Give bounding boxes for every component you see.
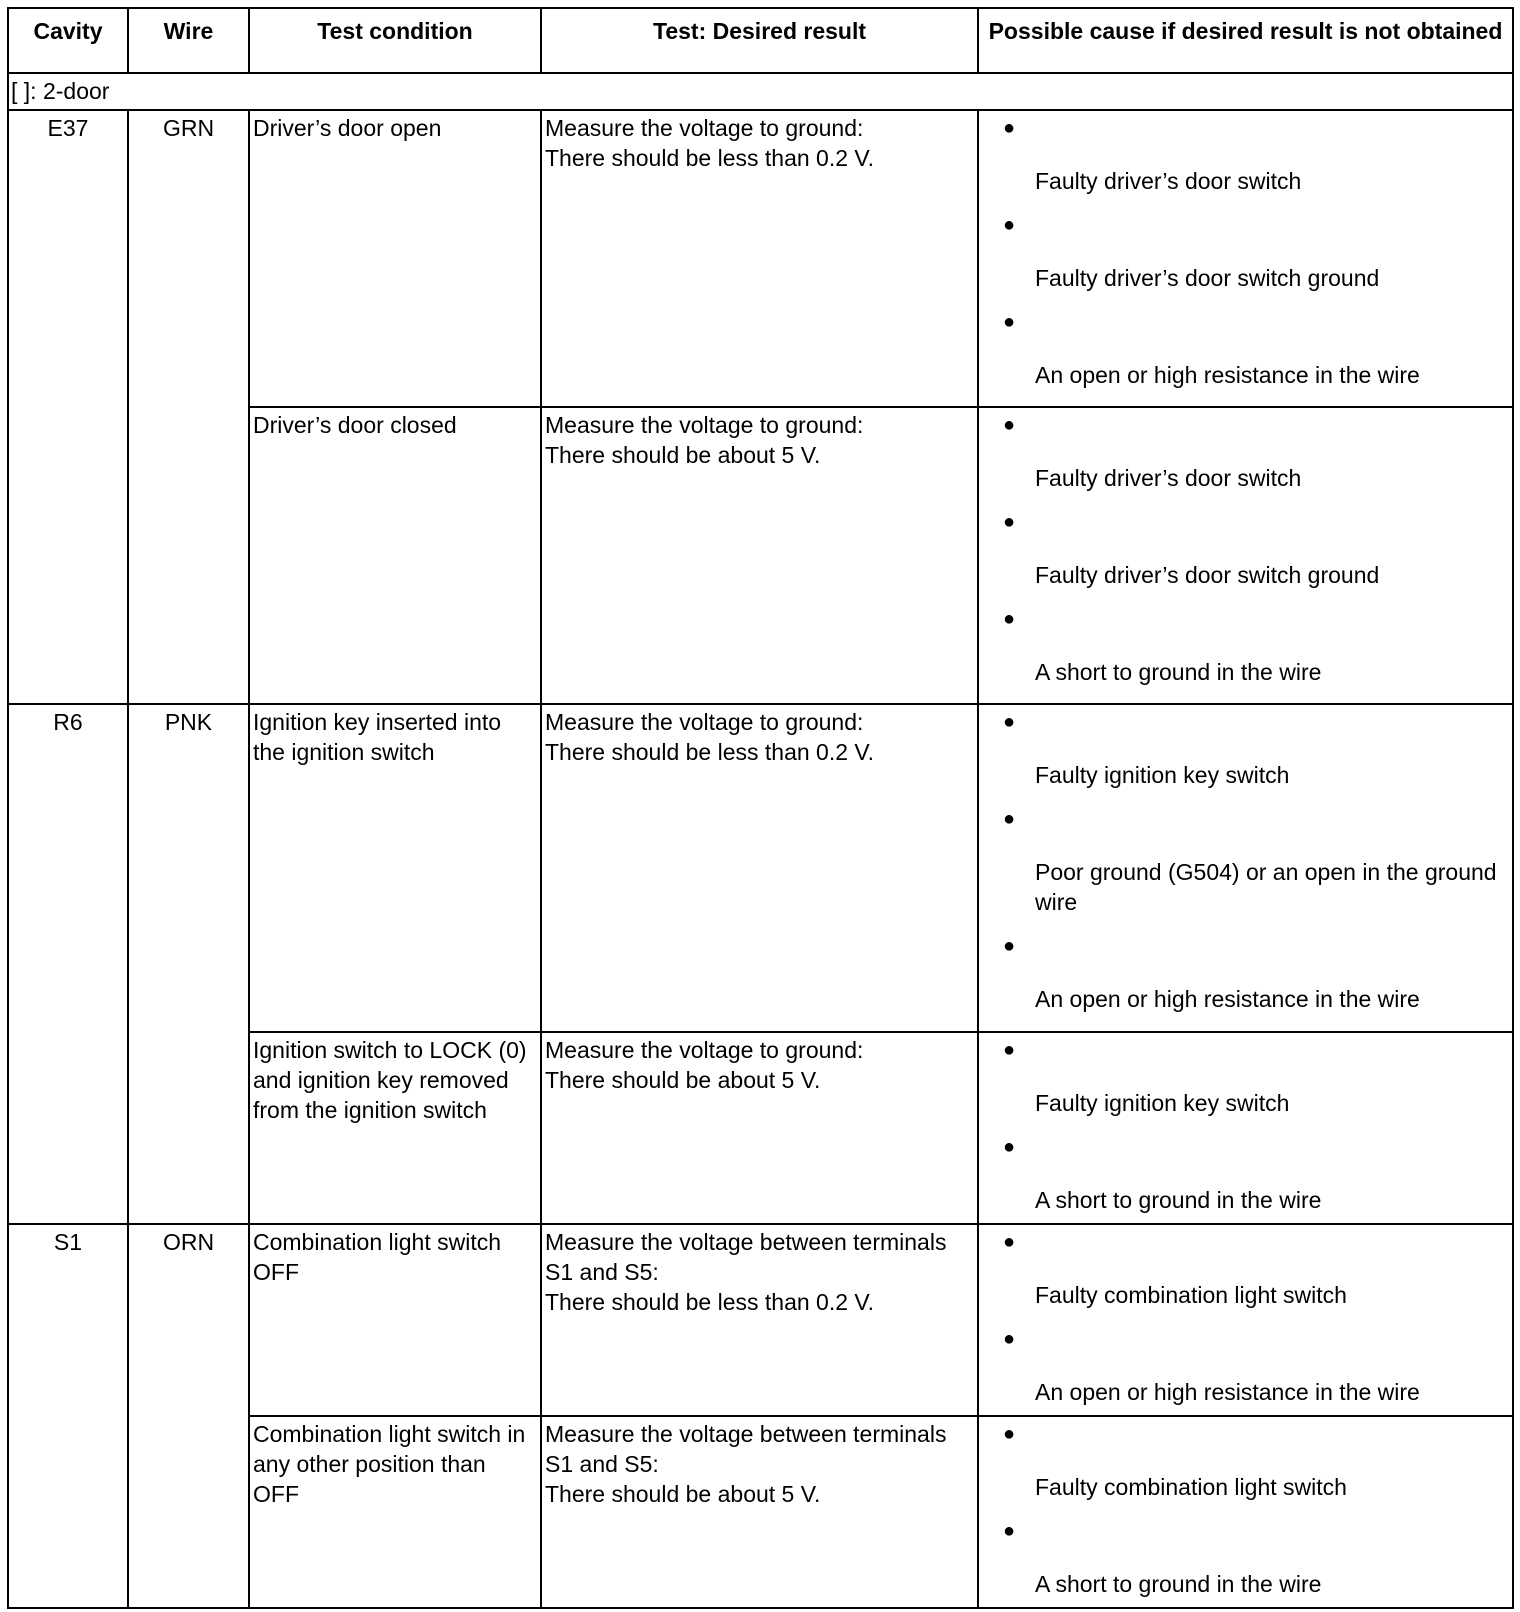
door-note: [ ]: 2-door	[8, 73, 1513, 110]
possible-cause-cell	[978, 1416, 1513, 1608]
cause-item	[982, 1516, 1509, 1599]
cause-text: Faulty driver’s door switch	[1035, 168, 1302, 194]
cavity-cell: S1	[8, 1224, 128, 1608]
cause-text: A short to ground in the wire	[1035, 659, 1322, 685]
cause-item	[982, 804, 1509, 917]
cause-list	[982, 1419, 1509, 1599]
wire-cell: PNK	[128, 704, 249, 1224]
bullet-icon: ●	[1003, 711, 1016, 733]
bullet-icon: ●	[1003, 608, 1016, 630]
test-condition-cell: Ignition switch to LOCK (0) and ignition key removed from the ignition switch	[249, 1032, 541, 1224]
cause-text: Faulty combination light switch	[1035, 1474, 1347, 1500]
cause-text: Faulty driver’s door switch ground	[1035, 265, 1380, 291]
desired-result-line: There should be less than 0.2 V.	[545, 739, 875, 765]
bullet-icon: ●	[1003, 1039, 1016, 1061]
cause-item	[982, 1419, 1509, 1502]
desired-result-cell	[541, 1032, 978, 1224]
cause-text: An open or high resistance in the wire	[1035, 1379, 1420, 1405]
cause-item	[982, 210, 1509, 293]
desired-result-cell	[541, 110, 978, 407]
desired-result-line: Measure the voltage between terminals S1 and S5:	[545, 1421, 947, 1477]
bullet-icon: ●	[1003, 935, 1016, 957]
cause-item	[982, 507, 1509, 590]
desired-result-cell	[541, 407, 978, 704]
wire-cell: ORN	[128, 1224, 249, 1608]
possible-cause-cell	[978, 1224, 1513, 1416]
bullet-icon: ●	[1003, 1231, 1016, 1253]
test-condition-cell: Ignition key inserted into the ignition switch	[249, 704, 541, 1032]
desired-result-cell	[541, 1416, 978, 1608]
cause-text: Faulty ignition key switch	[1035, 762, 1290, 788]
bullet-icon: ●	[1003, 1328, 1016, 1350]
cause-item	[982, 410, 1509, 493]
cause-list	[982, 113, 1509, 390]
desired-result-line: Measure the voltage to ground:	[545, 412, 864, 438]
table-row	[8, 110, 1513, 407]
wire-cell: GRN	[128, 110, 249, 704]
bullet-icon: ●	[1003, 214, 1016, 236]
cause-text: A short to ground in the wire	[1035, 1187, 1322, 1213]
desired-result-line: There should be less than 0.2 V.	[545, 145, 875, 171]
bullet-icon: ●	[1003, 311, 1016, 333]
cause-item	[982, 1132, 1509, 1215]
desired-result-line: Measure the voltage between terminals S1 and S5:	[545, 1229, 947, 1285]
test-condition-cell: Combination light switch in any other position than OFF	[249, 1416, 541, 1608]
desired-result-line: There should be about 5 V.	[545, 1481, 821, 1507]
possible-cause-cell	[978, 1032, 1513, 1224]
possible-cause-cell	[978, 110, 1513, 407]
cause-item	[982, 1035, 1509, 1118]
desired-result-line: There should be less than 0.2 V.	[545, 1289, 875, 1315]
cause-item	[982, 604, 1509, 687]
cause-text: Faulty driver’s door switch	[1035, 465, 1302, 491]
desired-result-line: Measure the voltage to ground:	[545, 709, 864, 735]
cause-list	[982, 410, 1509, 687]
cause-text: Faulty driver’s door switch ground	[1035, 562, 1380, 588]
cause-text: Faulty ignition key switch	[1035, 1090, 1290, 1116]
cause-text: Poor ground (G504) or an open in the ground wire	[1035, 859, 1497, 915]
cause-item	[982, 1227, 1509, 1310]
header-cavity: Cavity	[8, 8, 128, 73]
cause-item	[982, 113, 1509, 196]
desired-result-line: There should be about 5 V.	[545, 442, 821, 468]
bullet-icon: ●	[1003, 808, 1016, 830]
cavity-cell: E37	[8, 110, 128, 704]
desired-result-cell	[541, 1224, 978, 1416]
cause-text: An open or high resistance in the wire	[1035, 986, 1420, 1012]
desired-result-line: Measure the voltage to ground:	[545, 115, 864, 141]
cause-item	[982, 307, 1509, 390]
test-condition-cell: Combination light switch OFF	[249, 1224, 541, 1416]
cause-list	[982, 1035, 1509, 1215]
table-row	[8, 704, 1513, 1032]
table-row	[8, 1224, 1513, 1416]
cause-item	[982, 1324, 1509, 1407]
desired-result-cell	[541, 704, 978, 1032]
cause-list	[982, 707, 1509, 1014]
header-desired-result: Test: Desired result	[541, 8, 978, 73]
test-condition-cell: Driver’s door open	[249, 110, 541, 407]
possible-cause-cell	[978, 704, 1513, 1032]
cause-text: Faulty combination light switch	[1035, 1282, 1347, 1308]
test-condition-cell: Driver’s door closed	[249, 407, 541, 704]
desired-result-line: Measure the voltage to ground:	[545, 1037, 864, 1063]
cause-text: A short to ground in the wire	[1035, 1571, 1322, 1597]
bullet-icon: ●	[1003, 1423, 1016, 1445]
bullet-icon: ●	[1003, 1520, 1016, 1542]
header-wire: Wire	[128, 8, 249, 73]
bullet-icon: ●	[1003, 414, 1016, 436]
bullet-icon: ●	[1003, 511, 1016, 533]
bullet-icon: ●	[1003, 117, 1016, 139]
cause-item	[982, 931, 1509, 1014]
wiring-test-table	[7, 7, 1514, 1609]
cause-text: An open or high resistance in the wire	[1035, 362, 1420, 388]
note-row	[8, 73, 1513, 110]
cause-list	[982, 1227, 1509, 1407]
possible-cause-cell	[978, 407, 1513, 704]
desired-result-line: There should be about 5 V.	[545, 1067, 821, 1093]
header-possible-cause: Possible cause if desired result is not obtained	[978, 8, 1513, 73]
bullet-icon: ●	[1003, 1136, 1016, 1158]
cause-item	[982, 707, 1509, 790]
cavity-cell: R6	[8, 704, 128, 1224]
header-row	[8, 8, 1513, 73]
header-test-condition: Test condition	[249, 8, 541, 73]
